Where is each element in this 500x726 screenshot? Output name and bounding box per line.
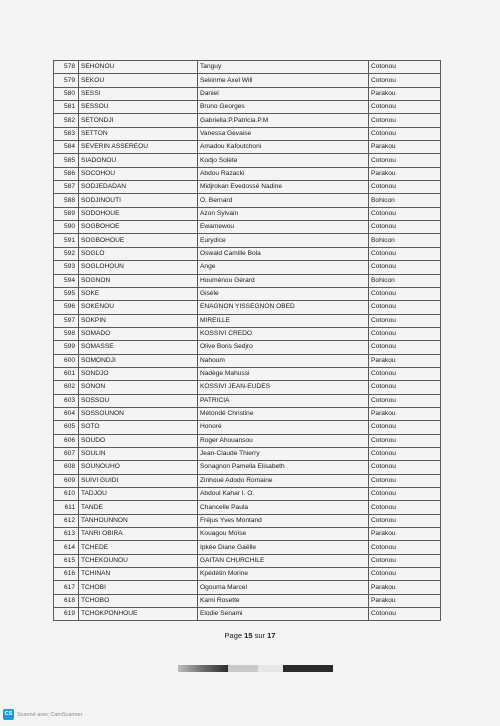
table-row <box>54 568 441 581</box>
given-name-cell: Daniel <box>198 87 369 100</box>
city-cell: Parakou <box>369 167 441 180</box>
city-cell: Cotonou <box>369 287 441 300</box>
given-name-cell: Olive Boris Sedjro <box>198 341 369 354</box>
scan-gray-bar <box>228 665 258 672</box>
table-row <box>54 447 441 460</box>
city-cell: Cotonou <box>369 488 441 501</box>
row-number-cell: 598 <box>54 327 79 340</box>
city-cell: Parakou <box>369 528 441 541</box>
table-row <box>54 501 441 514</box>
row-number-cell: 579 <box>54 74 79 87</box>
row-number-cell: 588 <box>54 194 79 207</box>
surname-cell: SOKENOU <box>79 301 198 314</box>
city-cell: Cotonou <box>369 541 441 554</box>
scan-dark-bar <box>283 665 333 672</box>
row-number-cell: 595 <box>54 287 79 300</box>
given-name-cell: Kami Rosette <box>198 594 369 607</box>
table-row <box>54 461 441 474</box>
surname-cell: SESSOU <box>79 101 198 114</box>
given-name-cell: Zinhoué Adodo Romaine <box>198 474 369 487</box>
table-row <box>54 594 441 607</box>
city-cell: Cotonou <box>369 381 441 394</box>
results-table <box>53 60 441 621</box>
table-row <box>54 167 441 180</box>
row-number-cell: 602 <box>54 381 79 394</box>
city-cell: Cotonou <box>369 247 441 260</box>
given-name-cell: Bruno Georges <box>198 101 369 114</box>
row-number-cell: 605 <box>54 421 79 434</box>
city-cell: Cotonou <box>369 367 441 380</box>
city-cell: Cotonou <box>369 181 441 194</box>
city-cell: Cotonou <box>369 568 441 581</box>
scan-light-bar <box>258 665 283 672</box>
surname-cell: SOMONDJI <box>79 354 198 367</box>
given-name-cell: Jean-Claude Thierry <box>198 447 369 460</box>
given-name-cell: Gisèle <box>198 287 369 300</box>
city-cell: Cotonou <box>369 554 441 567</box>
table-row <box>54 61 441 74</box>
row-number-cell: 592 <box>54 247 79 260</box>
results-table-container <box>53 60 440 621</box>
surname-cell: SESSI <box>79 87 198 100</box>
given-name-cell: KOSSIVI JEAN-EUDES <box>198 381 369 394</box>
row-number-cell: 614 <box>54 541 79 554</box>
table-row <box>54 394 441 407</box>
surname-cell: SOGBOHOUE <box>79 234 198 247</box>
table-row <box>54 234 441 247</box>
city-cell: Cotonou <box>369 74 441 87</box>
city-cell: Cotonou <box>369 447 441 460</box>
city-cell: Cotonou <box>369 127 441 140</box>
row-number-cell: 609 <box>54 474 79 487</box>
table-row <box>54 221 441 234</box>
row-number-cell: 601 <box>54 367 79 380</box>
given-name-cell: Kouagou Moïse <box>198 528 369 541</box>
city-cell: Bohicon <box>369 194 441 207</box>
city-cell: Cotonou <box>369 514 441 527</box>
row-number-cell: 617 <box>54 581 79 594</box>
table-row <box>54 127 441 140</box>
surname-cell: SETTON <box>79 127 198 140</box>
city-cell: Cotonou <box>369 501 441 514</box>
given-name-cell: Abdoul Kahar I. O. <box>198 488 369 501</box>
page-prefix: Page <box>224 631 245 640</box>
city-cell: Parakou <box>369 87 441 100</box>
table-row <box>54 474 441 487</box>
row-number-cell: 600 <box>54 354 79 367</box>
given-name-cell: KOSSIVI CREDO <box>198 327 369 340</box>
row-number-cell: 596 <box>54 301 79 314</box>
surname-cell: SOMASSE <box>79 341 198 354</box>
given-name-cell: Chancelle Paula <box>198 501 369 514</box>
table-row <box>54 261 441 274</box>
city-cell: Cotonou <box>369 341 441 354</box>
row-number-cell: 581 <box>54 101 79 114</box>
row-number-cell: 586 <box>54 167 79 180</box>
surname-cell: SEKOU <box>79 74 198 87</box>
city-cell: Parakou <box>369 594 441 607</box>
city-cell: Bohicon <box>369 234 441 247</box>
table-row <box>54 207 441 220</box>
city-cell: Cotonou <box>369 474 441 487</box>
surname-cell: SOCOHOU <box>79 167 198 180</box>
row-number-cell: 594 <box>54 274 79 287</box>
table-row <box>54 341 441 354</box>
given-name-cell: Gabriella.P.Patricia.P.M <box>198 114 369 127</box>
surname-cell: TCHEDE <box>79 541 198 554</box>
surname-cell: TCHOBI <box>79 581 198 594</box>
scan-gradient-bar <box>178 665 228 672</box>
row-number-cell: 615 <box>54 554 79 567</box>
row-number-cell: 578 <box>54 61 79 74</box>
surname-cell: SOUNOUHO <box>79 461 198 474</box>
row-number-cell: 606 <box>54 434 79 447</box>
page-total: 17 <box>267 631 276 640</box>
table-row <box>54 608 441 621</box>
surname-cell: SIADONOU <box>79 154 198 167</box>
surname-cell: SEVERIN ASSEREOU <box>79 141 198 154</box>
table-row <box>54 327 441 340</box>
table-row <box>54 434 441 447</box>
camscanner-icon: CS <box>3 709 14 720</box>
city-cell: Parakou <box>369 581 441 594</box>
row-number-cell: 597 <box>54 314 79 327</box>
table-row <box>54 101 441 114</box>
city-cell: Cotonou <box>369 114 441 127</box>
surname-cell: TANDE <box>79 501 198 514</box>
given-name-cell: Vanessa Gevaise <box>198 127 369 140</box>
row-number-cell: 585 <box>54 154 79 167</box>
row-number-cell: 603 <box>54 394 79 407</box>
row-number-cell: 580 <box>54 87 79 100</box>
table-row <box>54 367 441 380</box>
table-body <box>54 61 441 621</box>
table-row <box>54 301 441 314</box>
city-cell: Cotonou <box>369 301 441 314</box>
page-mid: sur <box>252 631 268 640</box>
given-name-cell: Azon Sylvain <box>198 207 369 220</box>
city-cell: Parakou <box>369 354 441 367</box>
table-row <box>54 554 441 567</box>
page-number: 15 <box>244 631 253 640</box>
city-cell: Cotonou <box>369 61 441 74</box>
row-number-cell: 619 <box>54 608 79 621</box>
surname-cell: TANHOUNNON <box>79 514 198 527</box>
city-cell: Cotonou <box>369 221 441 234</box>
row-number-cell: 593 <box>54 261 79 274</box>
given-name-cell: Tanguy <box>198 61 369 74</box>
surname-cell: SOSSOUNON <box>79 407 198 420</box>
table-row <box>54 541 441 554</box>
given-name-cell: O. Bernard <box>198 194 369 207</box>
given-name-cell: Amadou Kafoutchoni <box>198 141 369 154</box>
surname-cell: SOGLO <box>79 247 198 260</box>
row-number-cell: 590 <box>54 221 79 234</box>
city-cell: Cotonou <box>369 101 441 114</box>
surname-cell: SOUDO <box>79 434 198 447</box>
given-name-cell: Nahoum <box>198 354 369 367</box>
given-name-cell: Ewamewou <box>198 221 369 234</box>
given-name-cell: Honoré <box>198 421 369 434</box>
scanner-watermark <box>3 709 82 720</box>
given-name-cell: Kpédétin Morine <box>198 568 369 581</box>
row-number-cell: 607 <box>54 447 79 460</box>
surname-cell: TANRI OBIRA <box>79 528 198 541</box>
given-name-cell: Ipkée Diane Gaëlle <box>198 541 369 554</box>
table-row <box>54 274 441 287</box>
given-name-cell: ENAGNON YISSEGNON OBED <box>198 301 369 314</box>
given-name-cell: Midjrokan Evedossè Nadine <box>198 181 369 194</box>
city-cell: Cotonou <box>369 394 441 407</box>
page-footer <box>0 631 500 640</box>
surname-cell: SOULIN <box>79 447 198 460</box>
row-number-cell: 608 <box>54 461 79 474</box>
city-cell: Cotonou <box>369 608 441 621</box>
surname-cell: SETONDJI <box>79 114 198 127</box>
surname-cell: SOKE <box>79 287 198 300</box>
given-name-cell: GAITAN CHURCHILE <box>198 554 369 567</box>
city-cell: Cotonou <box>369 261 441 274</box>
row-number-cell: 583 <box>54 127 79 140</box>
surname-cell: SODOHOUE <box>79 207 198 220</box>
table-row <box>54 421 441 434</box>
city-cell: Bohicon <box>369 274 441 287</box>
given-name-cell: Elodie Senami <box>198 608 369 621</box>
row-number-cell: 591 <box>54 234 79 247</box>
row-number-cell: 582 <box>54 114 79 127</box>
given-name-cell: Ange <box>198 261 369 274</box>
city-cell: Cotonou <box>369 207 441 220</box>
row-number-cell: 589 <box>54 207 79 220</box>
table-row <box>54 314 441 327</box>
given-name-cell: Ogouma Marcel <box>198 581 369 594</box>
city-cell: Cotonou <box>369 327 441 340</box>
given-name-cell: Sekinme Axel Will <box>198 74 369 87</box>
table-row <box>54 87 441 100</box>
surname-cell: SUIVI GUIDI <box>79 474 198 487</box>
given-name-cell: MIREILLE <box>198 314 369 327</box>
surname-cell: SEHONOU <box>79 61 198 74</box>
scanner-text: Scanné avec CamScanner <box>17 711 83 718</box>
row-number-cell: 587 <box>54 181 79 194</box>
given-name-cell: PATRICIA <box>198 394 369 407</box>
row-number-cell: 613 <box>54 528 79 541</box>
given-name-cell: Sonagnon Pamella Elisabeth <box>198 461 369 474</box>
table-row <box>54 287 441 300</box>
row-number-cell: 610 <box>54 488 79 501</box>
surname-cell: SODJEDADAN <box>79 181 198 194</box>
row-number-cell: 618 <box>54 594 79 607</box>
table-row <box>54 354 441 367</box>
table-row <box>54 154 441 167</box>
city-cell: Cotonou <box>369 461 441 474</box>
surname-cell: SOSSOU <box>79 394 198 407</box>
given-name-cell: Métondé Christine <box>198 407 369 420</box>
given-name-cell: Kodjo Soléte <box>198 154 369 167</box>
surname-cell: SOGLOHOUN <box>79 261 198 274</box>
surname-cell: SOGNON <box>79 274 198 287</box>
surname-cell: SONON <box>79 381 198 394</box>
surname-cell: SODJINOUTI <box>79 194 198 207</box>
surname-cell: SOMADO <box>79 327 198 340</box>
row-number-cell: 584 <box>54 141 79 154</box>
row-number-cell: 604 <box>54 407 79 420</box>
row-number-cell: 599 <box>54 341 79 354</box>
given-name-cell: Abdou Razacki <box>198 167 369 180</box>
given-name-cell: Eurydice <box>198 234 369 247</box>
given-name-cell: Houménou Gérard <box>198 274 369 287</box>
table-row <box>54 181 441 194</box>
city-cell: Cotonou <box>369 314 441 327</box>
surname-cell: SOKPIN <box>79 314 198 327</box>
surname-cell: SONDJO <box>79 367 198 380</box>
surname-cell: TADJOU <box>79 488 198 501</box>
city-cell: Cotonou <box>369 154 441 167</box>
table-row <box>54 581 441 594</box>
table-row <box>54 381 441 394</box>
table-row <box>54 514 441 527</box>
city-cell: Cotonou <box>369 434 441 447</box>
city-cell: Cotonou <box>369 421 441 434</box>
given-name-cell: Oswald Camille Bola <box>198 247 369 260</box>
table-row <box>54 74 441 87</box>
surname-cell: TCHOKPONHOUE <box>79 608 198 621</box>
surname-cell: TCHEKOUNOU <box>79 554 198 567</box>
row-number-cell: 611 <box>54 501 79 514</box>
given-name-cell: Roger Ahouansou <box>198 434 369 447</box>
table-row <box>54 141 441 154</box>
surname-cell: TCHOBO <box>79 594 198 607</box>
surname-cell: SOTO <box>79 421 198 434</box>
table-row <box>54 407 441 420</box>
table-row <box>54 247 441 260</box>
given-name-cell: Fréjus Yves Montand <box>198 514 369 527</box>
surname-cell: TCHINAN <box>79 568 198 581</box>
row-number-cell: 612 <box>54 514 79 527</box>
table-row <box>54 488 441 501</box>
city-cell: Parakou <box>369 141 441 154</box>
surname-cell: SOGBOHOE <box>79 221 198 234</box>
row-number-cell: 616 <box>54 568 79 581</box>
table-row <box>54 528 441 541</box>
table-row <box>54 194 441 207</box>
table-row <box>54 114 441 127</box>
city-cell: Parakou <box>369 407 441 420</box>
given-name-cell: Nadège Mahussi <box>198 367 369 380</box>
